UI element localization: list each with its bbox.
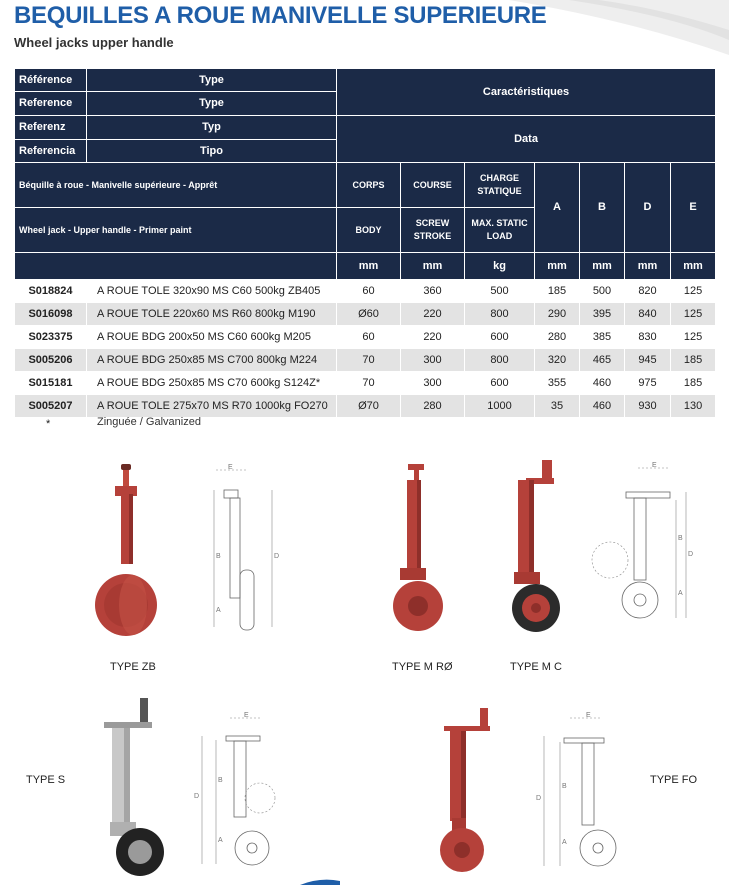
type-label-fr: Type — [87, 69, 337, 92]
row-e: 185 — [671, 349, 716, 372]
ref-label-fr: Référence — [15, 69, 87, 92]
row-a: 35 — [535, 395, 580, 418]
dim-label-e-s: E — [244, 712, 249, 719]
row-e: 125 — [671, 303, 716, 326]
row-corps: 70 — [337, 349, 401, 372]
col-a: A — [535, 163, 580, 253]
page-title: BEQUILLES A ROUE MANIVELLE SUPERIEURE — [14, 2, 547, 29]
dim-label-b-s: B — [218, 777, 223, 784]
footer-swoosh-decoration — [300, 877, 340, 885]
jack-photo-mr — [378, 458, 458, 638]
row-b: 465 — [580, 349, 625, 372]
row-b: 460 — [580, 372, 625, 395]
row-b: 460 — [580, 395, 625, 418]
row-desc: A ROUE TOLE 320x90 MS C60 500kg ZB405 — [87, 280, 337, 303]
row-corps: 60 — [337, 326, 401, 349]
row-e: 125 — [671, 280, 716, 303]
col-e: E — [671, 163, 716, 253]
row-ref: S015181 — [15, 372, 87, 395]
col-body: BODY — [337, 208, 401, 253]
page-subtitle: Wheel jacks upper handle — [14, 35, 174, 50]
label-type-zb: TYPE ZB — [110, 661, 156, 673]
description-en: Wheel jack - Upper handle - Primer paint — [15, 208, 337, 253]
caracteristiques-heading: Caractéristiques — [337, 69, 716, 116]
dimension-diagram-s — [190, 712, 290, 870]
unit-a: mm — [535, 253, 580, 280]
col-charge: CHARGE STATIQUE — [465, 163, 535, 208]
row-desc: A ROUE BDG 250x85 MS C70 600kg S124Z* — [87, 372, 337, 395]
row-ref: S005206 — [15, 349, 87, 372]
type-label-en: Type — [87, 92, 337, 116]
dim-label-b-m: B — [678, 535, 683, 542]
dim-label-a-zb: A — [216, 607, 221, 614]
footnote-mark: * — [46, 418, 51, 430]
jack-photo-s — [90, 692, 175, 882]
row-course: 220 — [401, 326, 465, 349]
dim-label-d-fo: D — [536, 795, 542, 802]
dim-label-a-s: A — [218, 837, 223, 844]
row-a: 280 — [535, 326, 580, 349]
row-d: 820 — [625, 280, 671, 303]
row-a: 185 — [535, 280, 580, 303]
unit-b: mm — [580, 253, 625, 280]
row-charge: 500 — [465, 280, 535, 303]
row-e: 185 — [671, 372, 716, 395]
spec-table — [14, 68, 716, 418]
unit-corps: mm — [337, 253, 401, 280]
label-type-mr: TYPE M RØ — [392, 661, 453, 673]
table-row — [15, 349, 716, 372]
row-ref: S018824 — [15, 280, 87, 303]
table-row — [15, 280, 716, 303]
row-corps: 70 — [337, 372, 401, 395]
row-d: 975 — [625, 372, 671, 395]
row-desc: A ROUE TOLE 220x60 MS R60 800kg M190 — [87, 303, 337, 326]
units-spacer — [15, 253, 337, 280]
col-b: B — [580, 163, 625, 253]
col-course: COURSE — [401, 163, 465, 208]
row-e: 130 — [671, 395, 716, 418]
row-course: 300 — [401, 372, 465, 395]
dim-label-a-m: A — [678, 590, 683, 597]
row-corps: 60 — [337, 280, 401, 303]
label-type-fo: TYPE FO — [650, 774, 698, 786]
label-type-s: TYPE S — [26, 774, 66, 786]
row-d: 930 — [625, 395, 671, 418]
row-d: 945 — [625, 349, 671, 372]
row-charge: 800 — [465, 303, 535, 326]
row-charge: 1000 — [465, 395, 535, 418]
footnote-text: Zinguée / Galvanized — [97, 416, 201, 428]
dim-label-d-m: D — [688, 551, 694, 558]
jack-photo-mc — [498, 450, 578, 638]
row-e: 125 — [671, 326, 716, 349]
row-a: 355 — [535, 372, 580, 395]
row-desc: A ROUE BDG 200x50 MS C60 600kg M205 — [87, 326, 337, 349]
unit-e: mm — [671, 253, 716, 280]
dim-label-e-m: E — [652, 462, 657, 469]
row-d: 830 — [625, 326, 671, 349]
row-b: 500 — [580, 280, 625, 303]
dim-label-a-fo: A — [562, 839, 567, 846]
row-ref: S023375 — [15, 326, 87, 349]
unit-d: mm — [625, 253, 671, 280]
unit-course: mm — [401, 253, 465, 280]
dim-label-e-fo: E — [586, 712, 591, 719]
row-course: 360 — [401, 280, 465, 303]
row-desc: A ROUE TOLE 275x70 MS R70 1000kg FO270 — [87, 395, 337, 418]
dim-label-b-fo: B — [562, 783, 567, 790]
ref-label-de: Referenz — [15, 116, 87, 140]
dimension-diagram-zb — [200, 462, 290, 637]
row-desc: A ROUE BDG 250x85 MS C700 800kg M224 — [87, 349, 337, 372]
row-course: 220 — [401, 303, 465, 326]
row-b: 385 — [580, 326, 625, 349]
col-stroke: SCREW STROKE — [401, 208, 465, 253]
row-ref: S016098 — [15, 303, 87, 326]
description-fr: Béquille à roue - Manivelle supérieure - Apprêt — [15, 163, 337, 208]
row-corps: Ø70 — [337, 395, 401, 418]
table-row — [15, 326, 716, 349]
jack-photo-fo — [432, 700, 517, 878]
dim-label-d-zb: D — [274, 553, 280, 560]
row-a: 320 — [535, 349, 580, 372]
dim-label-e-zb: E — [228, 464, 233, 471]
ref-label-en: Reference — [15, 92, 87, 116]
dim-label-d-s: D — [194, 793, 200, 800]
type-label-de: Typ — [87, 116, 337, 140]
ref-label-es: Referencia — [15, 140, 87, 163]
col-corps: CORPS — [337, 163, 401, 208]
row-course: 280 — [401, 395, 465, 418]
dimension-diagram-fo — [530, 712, 630, 872]
row-charge: 600 — [465, 372, 535, 395]
label-type-mc: TYPE M C — [510, 661, 562, 673]
data-heading: Data — [337, 116, 716, 163]
table-row — [15, 372, 716, 395]
col-load: MAX. STATIC LOAD — [465, 208, 535, 253]
row-corps: Ø60 — [337, 303, 401, 326]
col-d: D — [625, 163, 671, 253]
row-d: 840 — [625, 303, 671, 326]
row-charge: 800 — [465, 349, 535, 372]
row-course: 300 — [401, 349, 465, 372]
type-label-es: Tipo — [87, 140, 337, 163]
row-a: 290 — [535, 303, 580, 326]
table-row — [15, 395, 716, 418]
row-b: 395 — [580, 303, 625, 326]
unit-charge: kg — [465, 253, 535, 280]
row-charge: 600 — [465, 326, 535, 349]
table-row — [15, 303, 716, 326]
dimension-diagram-m — [588, 460, 698, 640]
jack-photo-zb — [95, 460, 175, 655]
row-ref: S005207 — [15, 395, 87, 418]
dim-label-b-zb: B — [216, 553, 221, 560]
